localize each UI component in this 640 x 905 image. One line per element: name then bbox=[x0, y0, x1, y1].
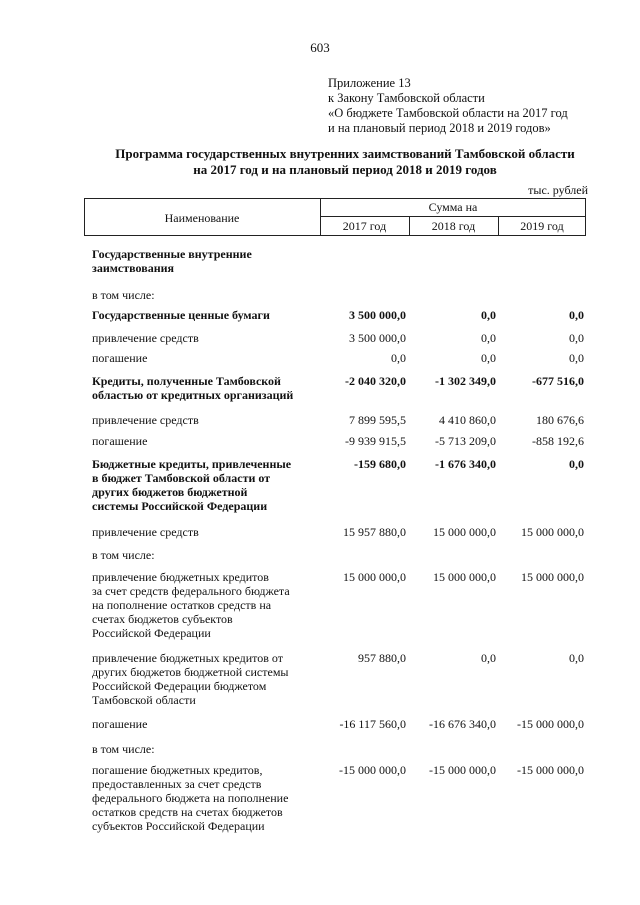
value-2017: -16 117 560,0 bbox=[339, 717, 406, 731]
value-2019: 0,0 bbox=[569, 651, 584, 665]
row-name-line: в том числе: bbox=[92, 742, 155, 756]
table-header bbox=[84, 198, 586, 236]
title-line: Программа государственных внутренних заимствований Тамбовской области bbox=[115, 146, 575, 161]
value-2019: -15 000 000,0 bbox=[517, 763, 584, 777]
row-name-line: привлечение бюджетных кредитов от bbox=[92, 651, 284, 665]
row-name-line: привлечение бюджетных кредитов bbox=[92, 570, 269, 584]
row-name-line: погашение бюджетных кредитов, bbox=[92, 763, 263, 777]
row-name-line: других бюджетов бюджетной bbox=[92, 485, 248, 499]
row-name bbox=[92, 331, 317, 345]
row-name-line: остатков средств на счетах бюджетов bbox=[92, 805, 283, 819]
row-name-line: в том числе: bbox=[92, 288, 155, 302]
row-name-line: федерального бюджета на пополнение bbox=[92, 791, 289, 805]
appendix-line: «О бюджете Тамбовской области на 2017 год bbox=[328, 106, 568, 120]
row-name-line: привлечение средств bbox=[92, 331, 199, 345]
header-sum: Сумма на bbox=[428, 200, 478, 214]
row-name bbox=[92, 351, 317, 365]
value-2017: 3 500 000,0 bbox=[349, 308, 406, 322]
value-2018: -16 676 340,0 bbox=[429, 717, 496, 731]
row-name bbox=[92, 457, 317, 513]
value-2018: 4 410 860,0 bbox=[439, 413, 496, 427]
row-name-line: на пополнение остатков средств на bbox=[92, 598, 272, 612]
row-name-line: заимствования bbox=[92, 261, 175, 275]
row-name-line: системы Российской Федерации bbox=[92, 499, 268, 513]
header-border-bottom bbox=[84, 235, 586, 236]
title-line: на 2017 год и на плановый период 2018 и 2019 годов bbox=[193, 162, 497, 177]
value-2017: 957 880,0 bbox=[358, 651, 406, 665]
value-2017: 15 957 880,0 bbox=[343, 525, 406, 539]
value-2019: 180 676,6 bbox=[536, 413, 584, 427]
value-2018: 0,0 bbox=[481, 651, 496, 665]
document-title bbox=[60, 146, 630, 178]
row-name bbox=[92, 525, 317, 539]
value-2019: -858 192,6 bbox=[532, 434, 584, 448]
value-2017: -2 040 320,0 bbox=[345, 374, 406, 388]
row-name-line: других бюджетов бюджетной системы bbox=[92, 665, 289, 679]
row-name-line: Российской Федерации бюджетом bbox=[92, 679, 267, 693]
value-2018: 15 000 000,0 bbox=[433, 570, 496, 584]
value-2018: 0,0 bbox=[481, 308, 496, 322]
value-2018: -1 676 340,0 bbox=[435, 457, 496, 471]
row-name-line: Государственные ценные бумаги bbox=[92, 308, 270, 322]
header-year-2018: 2018 год bbox=[431, 219, 476, 233]
header-border-top bbox=[84, 198, 586, 199]
value-2019: -15 000 000,0 bbox=[517, 717, 584, 731]
row-name-line: счетах бюджетов субъектов bbox=[92, 612, 233, 626]
row-name-line: в бюджет Тамбовской области от bbox=[92, 471, 271, 485]
value-2019: 0,0 bbox=[569, 331, 584, 345]
value-2019: -677 516,0 bbox=[532, 374, 584, 388]
value-2017: 3 500 000,0 bbox=[349, 331, 406, 345]
appendix-note bbox=[328, 76, 568, 136]
value-2017: 15 000 000,0 bbox=[343, 570, 406, 584]
row-name bbox=[92, 413, 317, 427]
row-name bbox=[92, 308, 317, 322]
row-name-line: предоставленных за счет средств bbox=[92, 777, 262, 791]
value-2019: 0,0 bbox=[569, 308, 584, 322]
value-2017: -159 680,0 bbox=[354, 457, 406, 471]
row-name bbox=[92, 763, 317, 833]
row-name-line: в том числе: bbox=[92, 548, 155, 562]
value-2019: 15 000 000,0 bbox=[521, 570, 584, 584]
row-name bbox=[92, 434, 317, 448]
value-2017: 7 899 595,5 bbox=[349, 413, 406, 427]
value-2018: -1 302 349,0 bbox=[435, 374, 496, 388]
value-2019: 15 000 000,0 bbox=[521, 525, 584, 539]
value-2018: 0,0 bbox=[481, 351, 496, 365]
row-name-line: субъектов Российской Федерации bbox=[92, 819, 265, 833]
value-2019: 0,0 bbox=[569, 351, 584, 365]
appendix-line: и на плановый период 2018 и 2019 годов» bbox=[328, 121, 551, 135]
header-year-2019: 2019 год bbox=[520, 219, 564, 233]
row-name bbox=[92, 651, 317, 707]
value-2018: 15 000 000,0 bbox=[433, 525, 496, 539]
value-2017: -9 939 915,5 bbox=[345, 434, 406, 448]
row-name-line: Государственные внутренние bbox=[92, 247, 252, 261]
page-number: 603 bbox=[310, 40, 330, 55]
header-name: Наименование bbox=[164, 211, 240, 225]
header-subdivider bbox=[320, 216, 586, 217]
value-2018: -5 713 209,0 bbox=[435, 434, 496, 448]
value-2017: -15 000 000,0 bbox=[339, 763, 406, 777]
row-name-line: Бюджетные кредиты, привлеченные bbox=[92, 457, 292, 471]
row-name bbox=[92, 717, 317, 731]
row-name-line: погашение bbox=[92, 434, 148, 448]
header-year-2017: 2017 год bbox=[342, 219, 387, 233]
row-name bbox=[92, 374, 317, 402]
row-name-line: Кредиты, полученные Тамбовской bbox=[92, 374, 281, 388]
row-name bbox=[92, 548, 317, 562]
row-name-line: за счет средств федерального бюджета bbox=[92, 584, 290, 598]
row-name-line: Тамбовской области bbox=[92, 693, 196, 707]
value-2017: 0,0 bbox=[391, 351, 406, 365]
row-name-line: привлечение средств bbox=[92, 525, 199, 539]
row-name-line: погашение bbox=[92, 351, 148, 365]
units-label: тыс. рублей bbox=[528, 183, 588, 197]
value-2018: -15 000 000,0 bbox=[429, 763, 496, 777]
appendix-line: к Закону Тамбовской области bbox=[328, 91, 485, 105]
row-name-line: областью от кредитных организаций bbox=[92, 388, 294, 402]
row-name bbox=[92, 247, 317, 275]
row-name-line: погашение bbox=[92, 717, 148, 731]
row-name bbox=[92, 570, 317, 640]
row-name bbox=[92, 288, 317, 302]
row-name-line: Российской Федерации bbox=[92, 626, 211, 640]
value-2018: 0,0 bbox=[481, 331, 496, 345]
row-name-line: привлечение средств bbox=[92, 413, 199, 427]
value-2019: 0,0 bbox=[569, 457, 584, 471]
appendix-line: Приложение 13 bbox=[328, 76, 411, 90]
row-name bbox=[92, 742, 317, 756]
